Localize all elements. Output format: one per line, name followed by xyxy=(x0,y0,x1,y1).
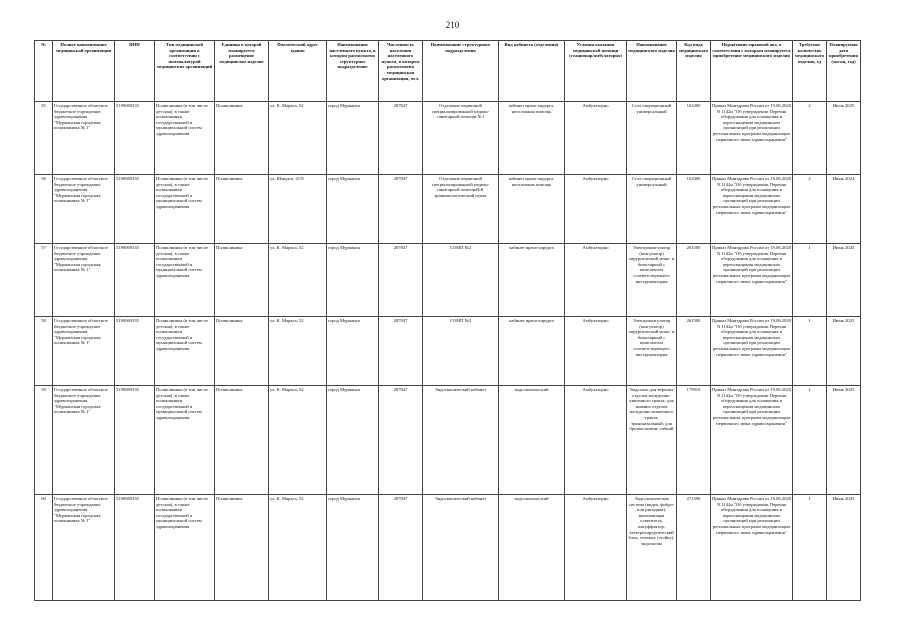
cell-type: Поликлиника (в том числе детская), в также поликлиники государственной и муниципальной систем здравоохранения xyxy=(155,175,215,244)
cell-conditions: Амбулаторно xyxy=(565,386,627,495)
cell-population: 287847 xyxy=(379,244,423,317)
cell-num: 55 xyxy=(35,102,53,175)
cell-num: 56 xyxy=(35,175,53,244)
cell-locality: город Мурманск xyxy=(327,244,379,317)
cell-act: Приказ Минздрава России от 19.06.2020 N 1142н "Об утверждении Перечня оборудования для оснащения и переоснащения медицинских организаций при реализации региональных программ модернизации первичного звена здравоохранения" xyxy=(711,175,793,244)
cell-date: Июнь 2025 xyxy=(827,244,861,317)
cell-unit: Поликлиника xyxy=(215,175,269,244)
cell-qty: 1 xyxy=(793,317,827,386)
cell-code: 271590 xyxy=(677,495,711,601)
cell-org: Государственное областное бюджетное учреждение здравоохранения "Мурманская городская поликлиника № 1" xyxy=(53,244,115,317)
cell-address: ул. К. Маркса, 52 xyxy=(269,495,327,601)
column-header: Единица в которой планируется размещение медицинское изделие xyxy=(215,41,269,102)
cell-num: 59 xyxy=(35,386,53,495)
column-header: Нормативно-правовой акт, в соответствии с которым планируется приобретение медицинского изделия xyxy=(711,41,793,102)
column-header: Наименование населенного пункта, в котором расположено структурное подразделение xyxy=(327,41,379,102)
cell-conditions: Амбулаторно xyxy=(565,317,627,386)
cell-num: 60 xyxy=(35,495,53,601)
column-header: Наименование медицинского изделия xyxy=(627,41,677,102)
cell-cabinet: эндоскопический xyxy=(499,495,565,601)
cell-inn: 5190069335 xyxy=(115,317,155,386)
column-header: Код вида медицинского изделия xyxy=(677,41,711,102)
cell-population: 287847 xyxy=(379,317,423,386)
cell-subdivision: Эндоскопический кабинет xyxy=(423,495,499,601)
cell-act: Приказ Минздрава России от 19.06.2020 N 1142н "Об утверждении Перечня оборудования для оснащения и переоснащения медицинских организаций при реализации региональных программ модернизации первичного звена здравоохранения" xyxy=(711,244,793,317)
cell-unit: Поликлиника xyxy=(215,244,269,317)
cell-type: Поликлиника (в том числе детская), в также поликлиники государственной и муниципальной систем здравоохранения xyxy=(155,495,215,601)
cell-device: Эндоскопическая система (видео, фибро- или ригидная), включающая осветитель, инсуффлятор, электрохирургический блок, тележку (стойку), эндоскопы xyxy=(627,495,677,601)
cell-population: 287847 xyxy=(379,495,423,601)
table-row xyxy=(35,102,861,175)
cell-date: Июнь 2024 xyxy=(827,175,861,244)
column-header: Полное наименование медицинской организации xyxy=(53,41,115,102)
cell-inn: 5190069335 xyxy=(115,102,155,175)
cell-type: Поликлиника (в том числе детская), в также поликлиники государственной и муниципальной систем здравоохранения xyxy=(155,317,215,386)
cell-device: Стол операционный универсальный xyxy=(627,102,677,175)
table-row xyxy=(35,495,861,601)
cell-qty: 2 xyxy=(793,102,827,175)
cell-num: 58 xyxy=(35,317,53,386)
cell-type: Поликлиника (в том числе детская), в также поликлиники государственной и муниципальной систем здравоохранения xyxy=(155,244,215,317)
cell-conditions: Амбулаторно xyxy=(565,495,627,601)
cell-type: Поликлиника (в том числе детская), в также поликлиники государственной и муниципальной систем здравоохранения xyxy=(155,102,215,175)
cell-subdivision: СОМП №2 xyxy=(423,317,499,386)
column-header: Тип медицинской организации в соответствии с номенклатурой медицинских организаций xyxy=(155,41,215,102)
cell-inn: 5190069335 xyxy=(115,175,155,244)
table-row xyxy=(35,317,861,386)
column-header: Условия оказания медицинской помощи (стационар/амбулаторно) xyxy=(565,41,627,102)
cell-population: 287847 xyxy=(379,386,423,495)
cell-device: Стол операционный универсальный xyxy=(627,175,677,244)
cell-inn: 5190069335 xyxy=(115,386,155,495)
equipment-table xyxy=(34,40,861,601)
cell-population: 287847 xyxy=(379,175,423,244)
cell-inn: 5190069335 xyxy=(115,244,155,317)
cell-act: Приказ Минздрава России от 19.06.2020 N 1142н "Об утверждении Перечня оборудования для оснащения и переоснащения медицинских организаций при реализации региональных программ модернизации первичного звена здравоохранения" xyxy=(711,317,793,386)
cell-subdivision: СОМП №2 xyxy=(423,244,499,317)
cell-device: Электрокоагулятор (коагулятор) хирургический моно- и биполярный с комплектом соответствующего инструментария xyxy=(627,317,677,386)
cell-device: Эндоскоп для верхних отделов желудочно-кишечного тракта; для нижних отделов желудочно-кишечного тракта; трансназальный; для бронхоскопии; гибкий xyxy=(627,386,677,495)
cell-cabinet: кабинет врача-хирурга, неотложная помощь xyxy=(499,102,565,175)
table-body xyxy=(35,102,861,601)
column-header: Наименование структурного подразделения xyxy=(423,41,499,102)
cell-type: Поликлиника (в том числе детская), в также поликлиники государственной и муниципальной систем здравоохранения xyxy=(155,386,215,495)
cell-address: ул. К. Маркса, 52 xyxy=(269,386,327,495)
cell-act: Приказ Минздрава России от 19.06.2020 N 1142н "Об утверждении Перечня оборудования для оснащения и переоснащения медицинских организаций при реализации региональных программ модернизации первичного звена здравоохранения" xyxy=(711,495,793,601)
cell-locality: город Мурманск xyxy=(327,317,379,386)
cell-qty: 1 xyxy=(793,495,827,601)
page-number: 210 xyxy=(445,20,460,30)
cell-qty: 2 xyxy=(793,175,827,244)
column-header: Фактический адрес здания xyxy=(269,41,327,102)
cell-subdivision: Отделение первичной специализированной медико-санитарной помощи№8, травматологический пункт xyxy=(423,175,499,244)
cell-date: Июнь 2025 xyxy=(827,317,861,386)
cell-code: 162400 xyxy=(677,175,711,244)
column-header: № xyxy=(35,41,53,102)
cell-code: 162400 xyxy=(677,102,711,175)
cell-address: ул. К. Маркса, 52 xyxy=(269,102,327,175)
cell-qty: 1 xyxy=(793,244,827,317)
cell-unit: Поликлиника xyxy=(215,495,269,601)
cell-locality: город Мурманск xyxy=(327,386,379,495)
cell-unit: Поликлиника xyxy=(215,317,269,386)
column-header: Требуемое количество медицинского изделия, ед xyxy=(793,41,827,102)
cell-subdivision: Отделение первичной специализированной медико-санитарной помощи №1 xyxy=(423,102,499,175)
header-row xyxy=(35,41,861,102)
cell-conditions: Амбулаторно xyxy=(565,102,627,175)
cell-org: Государственное областное бюджетное учреждение здравоохранения "Мурманская городская поликлиника № 1" xyxy=(53,317,115,386)
cell-code: 261500 xyxy=(677,244,711,317)
cell-act: Приказ Минздрава России от 19.06.2020 N 1142н "Об утверждении Перечня оборудования для оснащения и переоснащения медицинских организаций при реализации региональных программ модернизации первичного звена здравоохранения" xyxy=(711,386,793,495)
cell-cabinet: эндоскопический xyxy=(499,386,565,495)
cell-code: 179910 xyxy=(677,386,711,495)
cell-conditions: Амбулаторно xyxy=(565,175,627,244)
cell-qty: 1 xyxy=(793,386,827,495)
cell-conditions: Амбулаторно xyxy=(565,244,627,317)
cell-code: 261500 xyxy=(677,317,711,386)
cell-unit: Поликлиника xyxy=(215,386,269,495)
cell-address: ул. К. Маркса, 52 xyxy=(269,317,327,386)
cell-locality: город Мурманск xyxy=(327,102,379,175)
cell-cabinet: кабинет врача-хирурга xyxy=(499,244,565,317)
column-header: ИНН xyxy=(115,41,155,102)
table-row xyxy=(35,386,861,495)
cell-act: Приказ Минздрава России от 19.06.2020 N 1142н "Об утверждении Перечня оборудования для оснащения и переоснащения медицинских организаций при реализации региональных программ модернизации первичного звена здравоохранения" xyxy=(711,102,793,175)
cell-inn: 5190069335 xyxy=(115,495,155,601)
cell-date: Июнь 2025 xyxy=(827,386,861,495)
cell-unit: Поликлиника xyxy=(215,102,269,175)
cell-subdivision: Эндоскопический кабинет xyxy=(423,386,499,495)
column-header: Численность населения населенного пункта, в котором расположена медицинская организация, чел. xyxy=(379,41,423,102)
cell-cabinet: кабинет врача-хирурга, неотложная помощь xyxy=(499,175,565,244)
cell-org: Государственное областное бюджетное учреждение здравоохранения "Мурманская городская поликлиника № 1" xyxy=(53,495,115,601)
table-row xyxy=(35,244,861,317)
column-header: Планируемая дата приобретения (месяц, год) xyxy=(827,41,861,102)
cell-org: Государственное областное бюджетное учреждение здравоохранения "Мурманская городская поликлиника № 1" xyxy=(53,102,115,175)
cell-address: ул. К. Маркса, 52 xyxy=(269,244,327,317)
cell-device: Электрокоагулятор (коагулятор) хирургический моно- и биполярный с комплектом соответствующего инструментария xyxy=(627,244,677,317)
column-header: Вид кабинета (отделения) xyxy=(499,41,565,102)
cell-cabinet: кабинет врача-хирурга xyxy=(499,317,565,386)
cell-num: 57 xyxy=(35,244,53,317)
cell-address: ул. Шмидта, 41/9 xyxy=(269,175,327,244)
cell-date: Июнь 2025 xyxy=(827,495,861,601)
cell-population: 287847 xyxy=(379,102,423,175)
cell-org: Государственное областное бюджетное учреждение здравоохранения "Мурманская городская поликлиника № 1" xyxy=(53,386,115,495)
cell-locality: город Мурманск xyxy=(327,495,379,601)
table-row xyxy=(35,175,861,244)
cell-locality: город Мурманск xyxy=(327,175,379,244)
cell-date: Июль 2025 xyxy=(827,102,861,175)
cell-org: Государственное областное бюджетное учреждение здравоохранения "Мурманская городская поликлиника № 1" xyxy=(53,175,115,244)
